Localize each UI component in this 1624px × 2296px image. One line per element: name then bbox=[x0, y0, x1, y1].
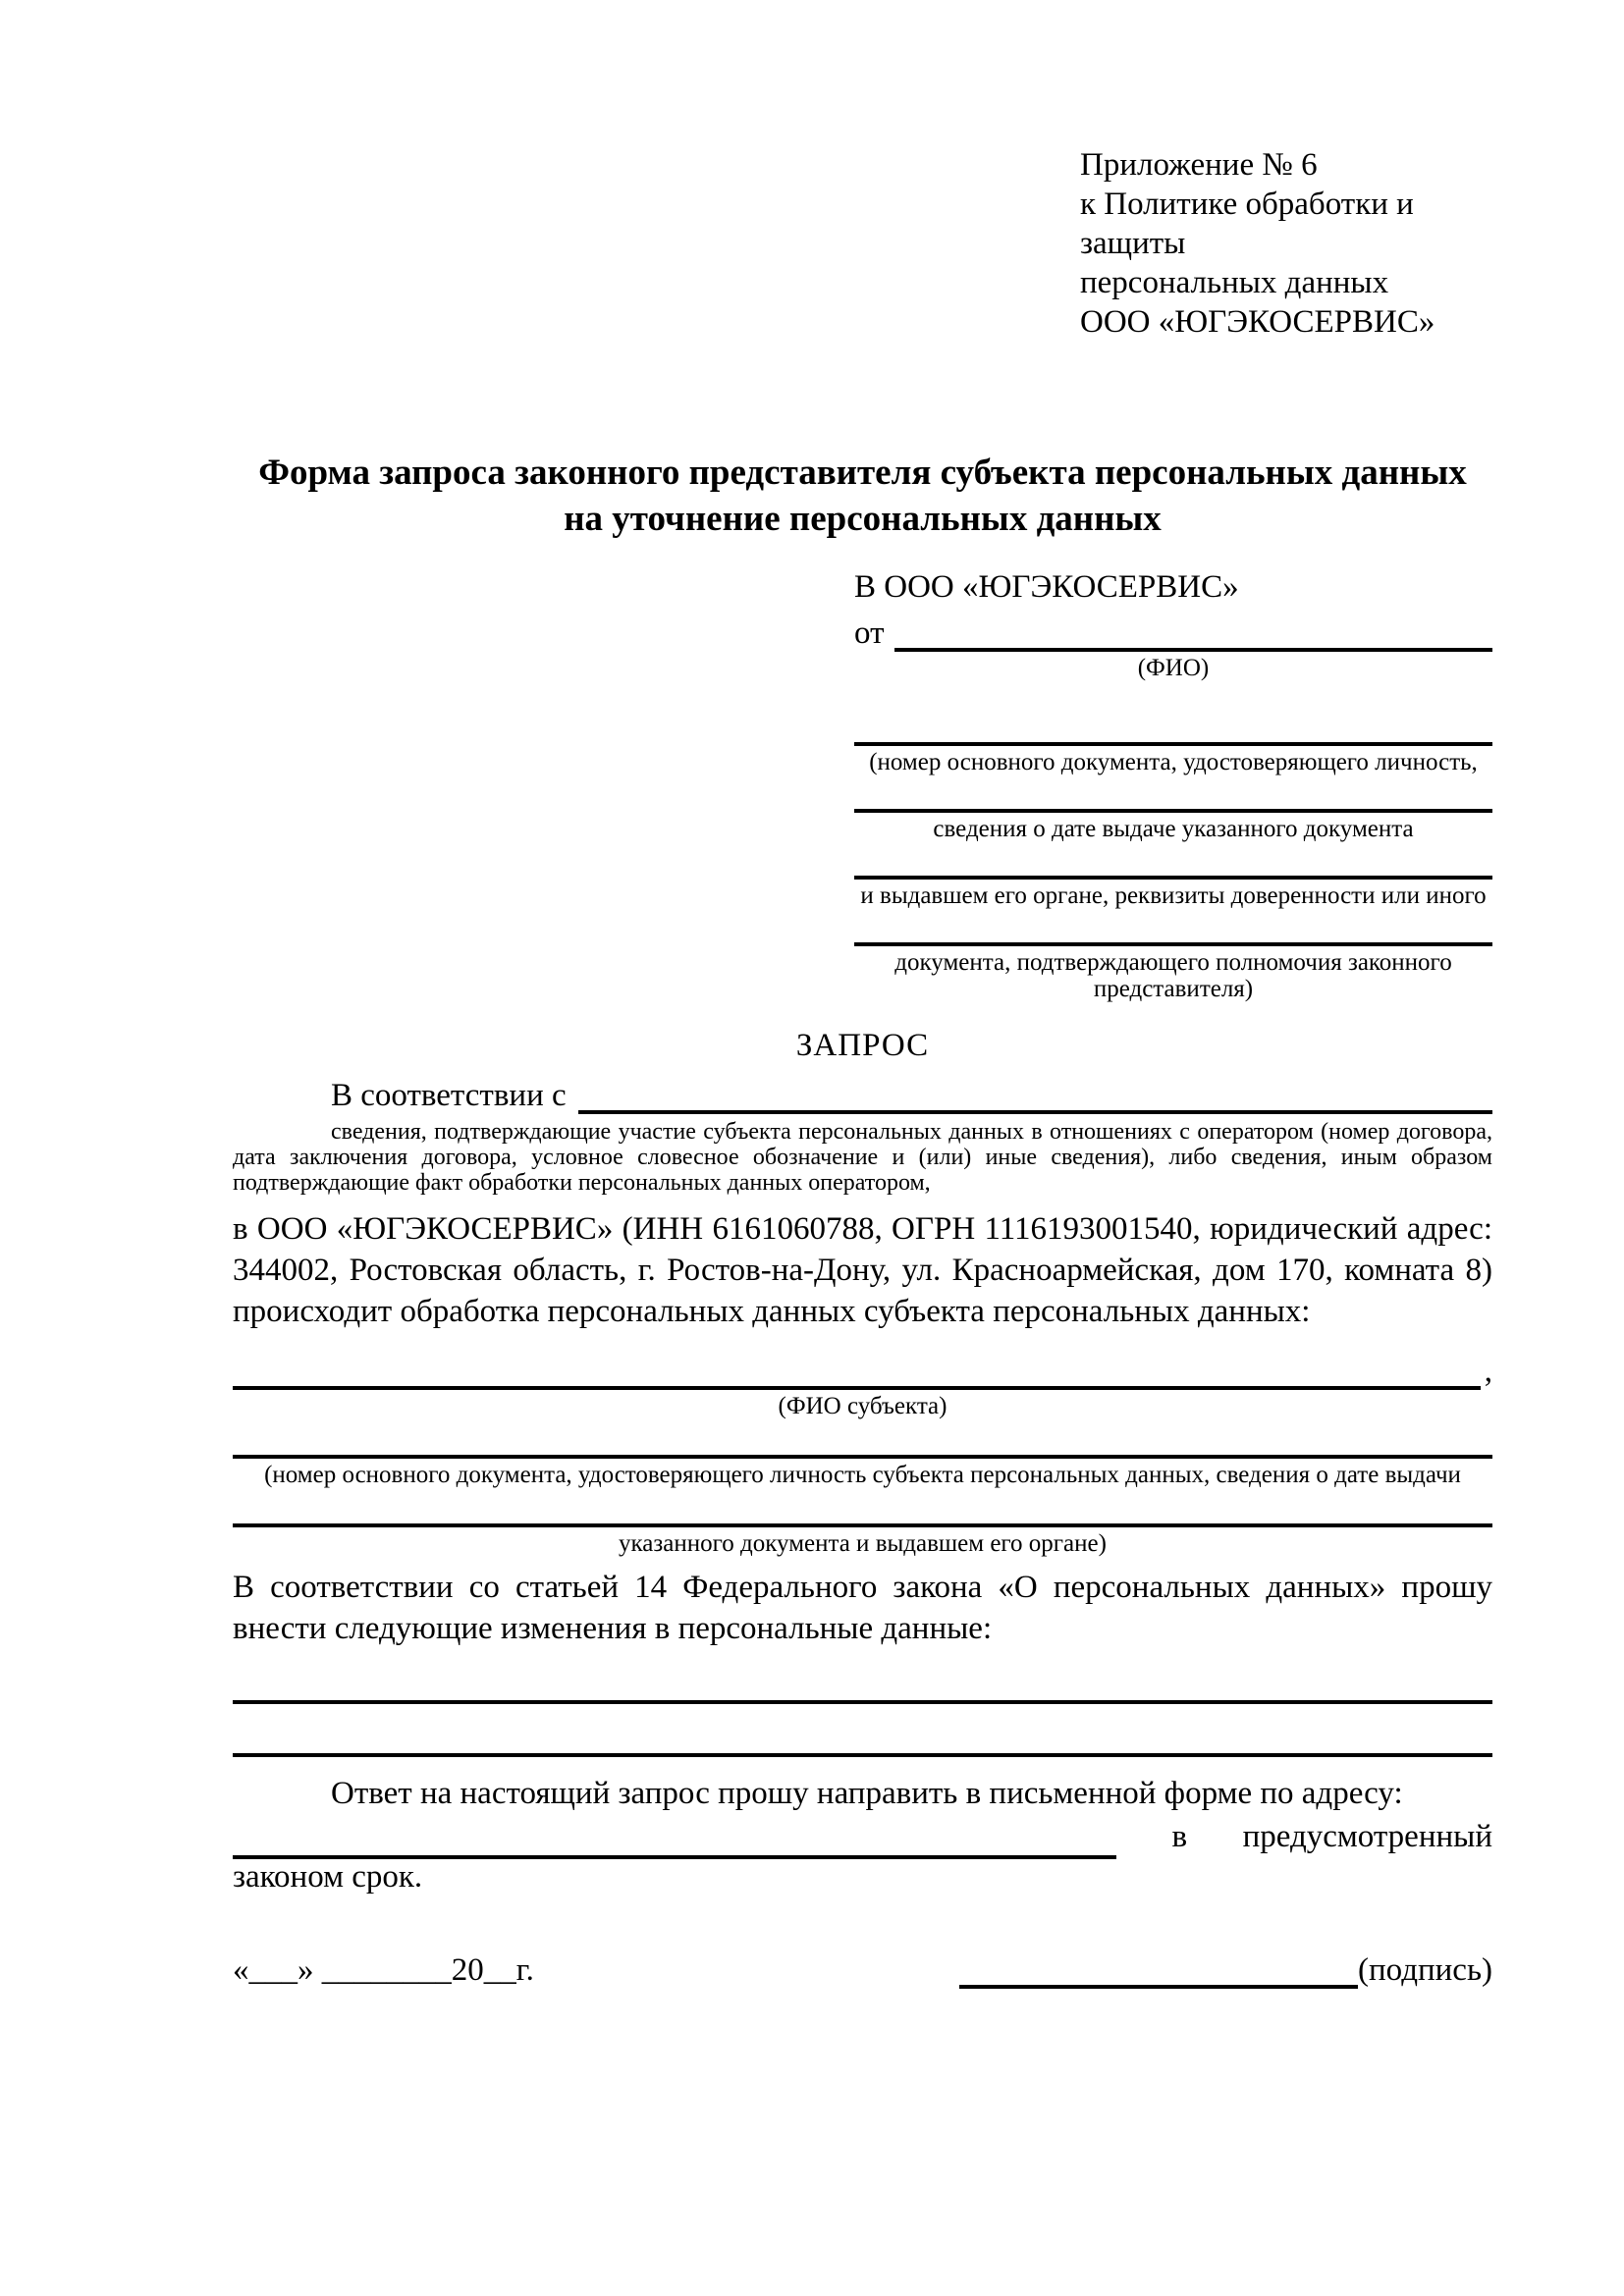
subject-line-suffix: , bbox=[1484, 1354, 1492, 1389]
footer-row bbox=[233, 1952, 1492, 1989]
date-line: «___» ________20__г. bbox=[233, 1952, 534, 1988]
subject-doc-blank-line-1 bbox=[233, 1419, 1492, 1459]
rep-doc-blank-line-4 bbox=[854, 909, 1492, 946]
from-label: от bbox=[854, 615, 885, 651]
rep-doc-caption-4: документа, подтверждающего полномочия законного представителя) bbox=[894, 949, 1452, 1002]
signature-blank-line bbox=[959, 1955, 1358, 1989]
document-title-line-2: на уточнение персональных данных bbox=[564, 499, 1162, 539]
appendix-line-3: персональных данных bbox=[1080, 265, 1389, 300]
appendix-line-2: к Политике обработки и защиты bbox=[1080, 187, 1414, 261]
reply-word-1: в bbox=[1171, 1819, 1188, 1854]
rep-doc-blank-line-3 bbox=[854, 842, 1492, 880]
addressee-to: В ООО «ЮГЭКОСЕРВИС» bbox=[854, 569, 1239, 605]
from-blank-line bbox=[894, 616, 1493, 652]
addressee-block bbox=[854, 569, 1492, 1002]
rep-doc-blank-line-1 bbox=[854, 709, 1492, 746]
subject-doc-caption-1: (номер основного документа, удостоверяющего личность субъекта персональных данных, сведения о дате выдачи bbox=[264, 1462, 1461, 1488]
changes-blank-line-1 bbox=[233, 1679, 1492, 1704]
document-title-line-1: Форма запроса законного представителя субъекта персональных данных bbox=[258, 453, 1467, 493]
subject-fio-blank-line bbox=[233, 1361, 1481, 1390]
signature-group bbox=[959, 1952, 1492, 1989]
reply-word-2: предусмотренный bbox=[1242, 1819, 1492, 1854]
reply-paragraph: Ответ на настоящий запрос прошу направить в письменной форме по адресу: bbox=[331, 1776, 1403, 1811]
request-heading: ЗАПРОС bbox=[795, 1028, 930, 1063]
intro-row bbox=[233, 1078, 1492, 1114]
reply-address-row bbox=[233, 1814, 1492, 1859]
rep-doc-caption-1: (номер основного документа, удостоверяющего личность, bbox=[869, 749, 1478, 775]
intro-label: В соответствии с bbox=[331, 1078, 567, 1113]
reply-end: законом срок. bbox=[233, 1859, 423, 1895]
changes-blank-line-2 bbox=[233, 1704, 1492, 1757]
rep-doc-caption-3: и выдавшем его органе, реквизиты доверенности или иного bbox=[860, 882, 1487, 909]
signature-caption: (подпись) bbox=[1358, 1952, 1492, 1988]
appendix-block bbox=[1080, 145, 1492, 342]
rep-doc-caption-2: сведения о дате выдаче указанного документа bbox=[933, 816, 1414, 842]
subject-doc-blank-line-2 bbox=[233, 1488, 1492, 1527]
from-row bbox=[854, 615, 1492, 652]
reply-address-blank-line bbox=[233, 1824, 1116, 1859]
rep-doc-blank-line-2 bbox=[854, 775, 1492, 813]
fine-print-note: сведения, подтверждающие участие субъекта персональных данных в отношениях с оператором (номер договора, дата заключения договора, условное словесное обозначение и (или) иные сведения), либо сведения, иным образом подтверждающие факт обработки персональных данных оператором, bbox=[233, 1119, 1492, 1196]
document-title bbox=[233, 450, 1492, 542]
appendix-line-1: Приложение № 6 bbox=[1080, 147, 1318, 183]
subject-doc-caption-2: указанного документа и выдавшем его органе) bbox=[619, 1530, 1107, 1557]
subject-fio-row bbox=[233, 1354, 1492, 1390]
fio-caption: (ФИО) bbox=[1137, 655, 1210, 681]
appendix-line-4: ООО «ЮГЭКОСЕРВИС» bbox=[1080, 304, 1435, 340]
intro-blank-line bbox=[578, 1079, 1492, 1114]
law-paragraph: В соответствии со статьей 14 Федерального закона «О персональных данных» прошу внести следующие изменения в персональные данные: bbox=[233, 1570, 1492, 1646]
subject-fio-caption: (ФИО субъекта) bbox=[778, 1393, 947, 1419]
operator-paragraph: в ООО «ЮГЭКОСЕРВИС» (ИНН 6161060788, ОГРН 1116193001540, юридический адрес: 344002, Ростовская область, г. Ростов-на-Дону, ул. Красноармейская, дом 170, комната 8) происходит обработка персональных данных субъекта персональных данных: bbox=[233, 1211, 1492, 1329]
